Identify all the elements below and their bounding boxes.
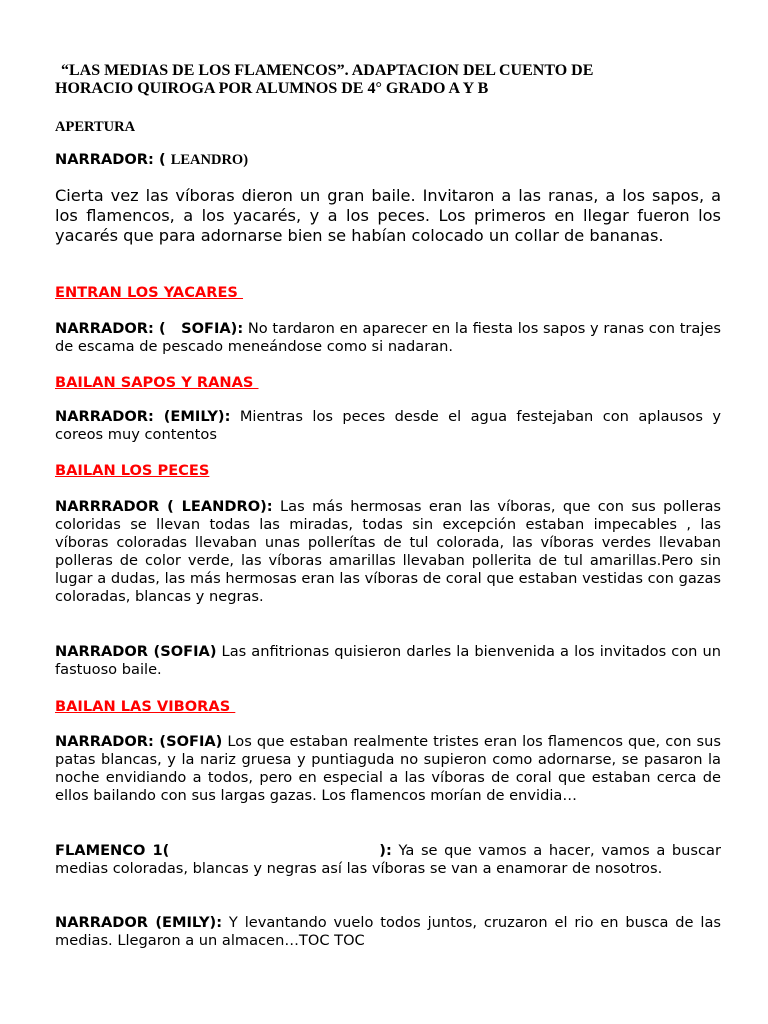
narrator-line-leandro	[55, 151, 721, 169]
document-title	[55, 62, 735, 98]
speaker-label-start: FLAMENCO 1(	[55, 842, 170, 859]
speaker-label: NARRADOR (EMILY):	[55, 914, 223, 931]
paragraph-flamenco-1	[55, 842, 721, 878]
speaker-label: NARRADOR: (	[55, 151, 171, 168]
stage-cue-sapos-ranas: BAILAN SAPOS Y RANAS	[55, 374, 259, 391]
speaker-name: LEANDRO)	[170, 152, 249, 168]
paragraph-emily-2	[55, 914, 721, 950]
paragraph-text: Mientras los peces desde el agua festejaban con aplausos y coreos muy contentos	[55, 408, 721, 443]
title-line-1: “LAS MEDIAS DE LOS FLAMENCOS”. ADAPTACION DEL CUENTO DE	[61, 62, 594, 79]
title-line-2: HORACIO QUIROGA POR ALUMNOS DE 4° GRADO A Y B	[55, 80, 489, 97]
speaker-label: NARRADOR: (EMILY):	[55, 408, 231, 425]
stage-cue-viboras: BAILAN LAS VIBORAS	[55, 698, 236, 715]
speaker-label: NARRADOR (SOFIA)	[55, 643, 217, 660]
speaker-label: NARRADOR: (SOFIA)	[55, 733, 223, 750]
paragraph-leandro-2	[55, 498, 721, 606]
paragraph-text: Los que estaban realmente tristes eran los flamencos que, con sus patas blancas, y la nariz gruesa y puntiaguda no supieron como adornarse, se pasaron la noche envidiando a todos, pero en especial a las víboras de coral que estaban cerca de ellos bailando con sus largas gazas. Los flamencos morían de envidia…	[55, 733, 721, 804]
stage-cue-yacares: ENTRAN LOS YACARES	[55, 284, 244, 301]
paragraph-text: Las anfitrionas quisieron darles la bienvenida a los invitados con un fastuoso baile.	[55, 643, 721, 678]
paragraph-text: Las más hermosas eran las víboras, que con sus polleras coloridas se llevan todas las miradas, todas sin excepción estaban impecables , las víboras coloradas llevaban unas pollerítas de tul colorada, las víboras verdes llevaban polleras de color verde, las víboras amarillas llevaban pollerita de tul amarillas.Pero sin lugar a dudas, las más hermosas eran las víboras de coral que estaban vestidas con gazas coloradas, blancas y negras.	[55, 498, 721, 605]
speaker-label: NARRRADOR ( LEANDRO):	[55, 498, 273, 515]
section-heading: APERTURA	[55, 119, 136, 135]
stage-cue-peces: BAILAN LOS PECES	[55, 462, 210, 479]
speaker-label: NARRADOR: ( SOFIA):	[55, 320, 244, 337]
paragraph-sofia-1	[55, 320, 721, 356]
paragraph-text: Y levantando vuelo todos juntos, cruzaron el rio en busca de las medias. Llegaron a un almacen…TOC TOC	[55, 914, 721, 949]
paragraph-text: No tardaron en aparecer en la fiesta los sapos y ranas con trajes de escama de pescado meneándose como si nadaran.	[55, 320, 721, 355]
paragraph-sofia-2	[55, 643, 721, 679]
speaker-label-end: ):	[379, 842, 392, 859]
paragraph-emily-1	[55, 408, 721, 444]
paragraph-text: Ya se que vamos a hacer, vamos a buscar medias coloradas, blancas y negras así las víboras se van a enamorar de nosotros.	[55, 842, 721, 877]
paragraph-sofia-3	[55, 733, 721, 805]
intro-paragraph: Cierta vez las víboras dieron un gran baile. Invitaron a las ranas, a los sapos, a los flamencos, a los yacarés, y a los peces. Los primeros en llegar fueron los yacarés que para adornarse bien se habían colocado un collar de bananas.	[55, 186, 721, 245]
